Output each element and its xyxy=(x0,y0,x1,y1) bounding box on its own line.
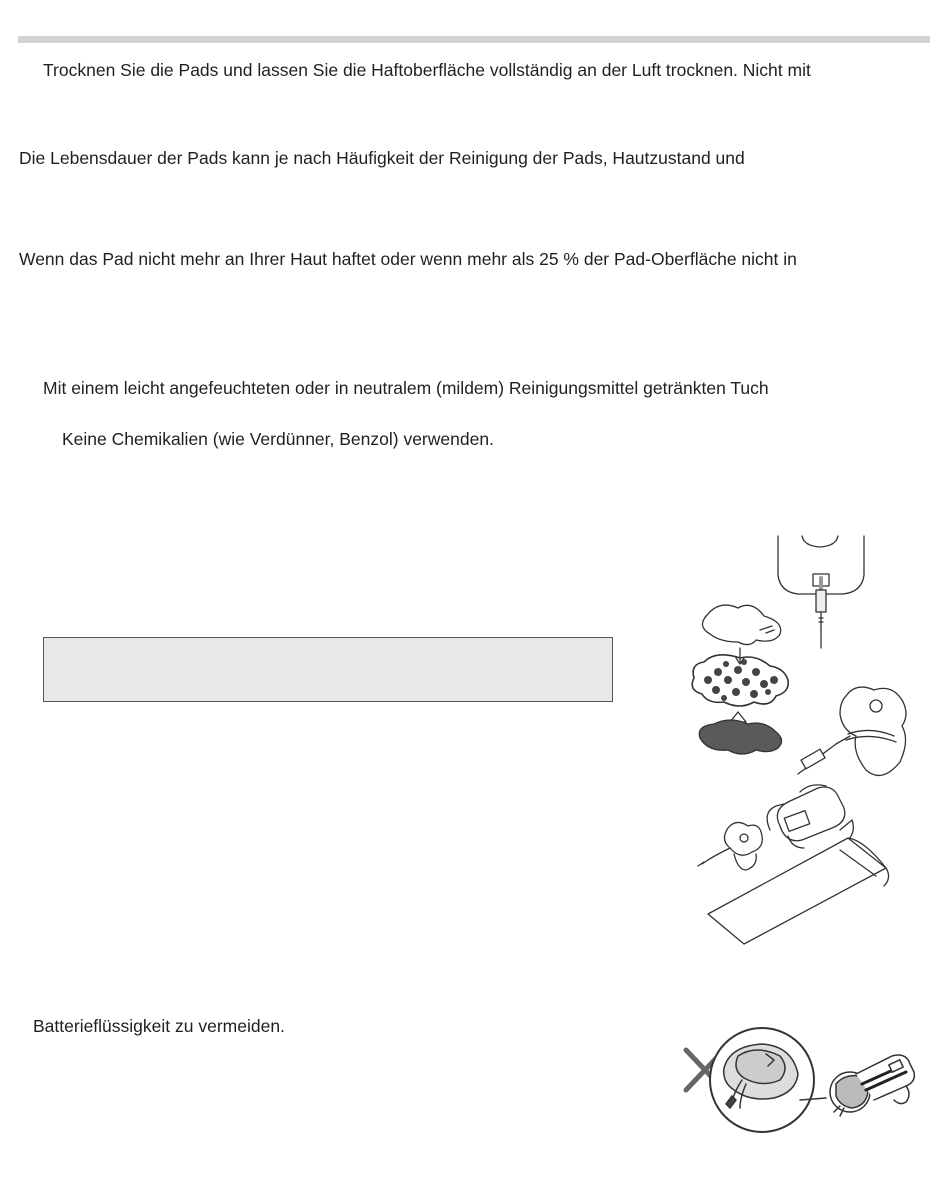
note-box xyxy=(43,637,613,702)
paragraph-no-chemicals: Keine Chemikalien (wie Verdünner, Benzol) verwenden. xyxy=(62,429,494,449)
paragraph-dry-pads: Trocknen Sie die Pads und lassen Sie die Haftoberfläche vollständig an der Luft trocknen. Nicht mit xyxy=(43,60,811,80)
paragraph-battery-fluid: Batterieflüssigkeit zu vermeiden. xyxy=(33,1016,285,1036)
top-divider xyxy=(18,36,930,43)
paragraph-pad-lifetime: Die Lebensdauer der Pads kann je nach Häufigkeit der Reinigung der Pads, Hautzustand und xyxy=(19,148,745,168)
cable-warning-illustration xyxy=(680,1028,920,1133)
paragraph-pad-replacement: Wenn das Pad nicht mehr an Ihrer Haut haftet oder wenn mehr als 25 % der Pad-Oberfläche nicht in xyxy=(19,249,797,269)
paragraph-cleaning-cloth: Mit einem leicht angefeuchteten oder in neutralem (mildem) Reinigungsmittel getränkten Tuch xyxy=(43,378,769,398)
storage-illustration xyxy=(680,530,910,950)
